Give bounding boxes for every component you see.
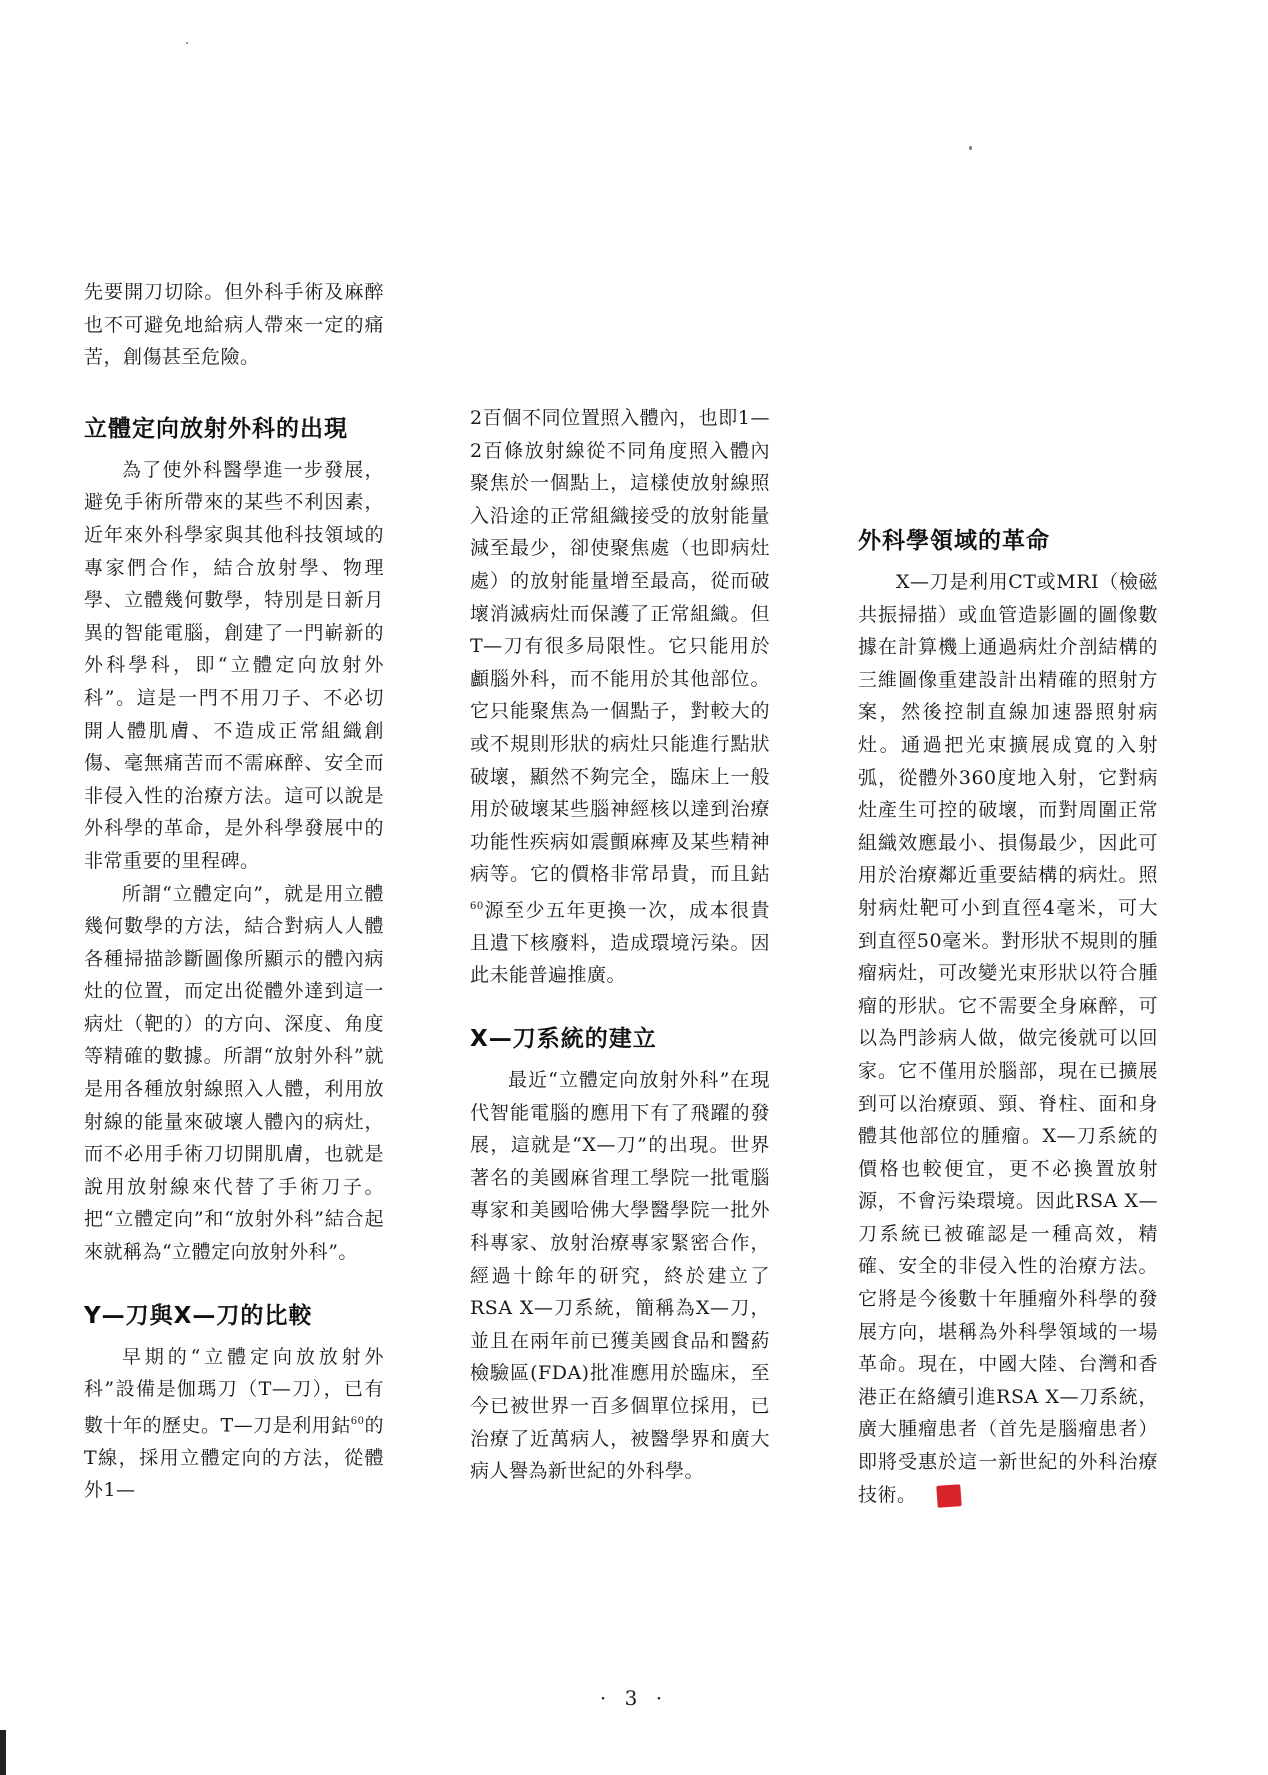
column-left bbox=[84, 276, 384, 1507]
section-heading-surgical-revolution: 外科學領域的革命 bbox=[858, 528, 1050, 554]
intro-paragraph: 先要開刀切除。但外科手術及麻醉也不可避免地給病人帶來一定的痛苦，創傷甚至危險。 bbox=[84, 281, 384, 369]
scan-edge-shadow bbox=[0, 1730, 6, 1775]
paragraph-gamma-knife-continued: 2百個不同位置照入體內，也即1—2百條放射線從不同角度照入體內聚焦於一個點上，這樣使放射線照入沿途的正常組織接受的放射能量減至最少，卻使聚焦處（也即病灶處）的放射能量增至最高，從而破壞消滅病灶而保護了正常組織。但Τ—刀有很多局限性。它只能用於顱腦外科，而不能用於其他部位。它只能聚焦為一個點子，對較大的或不規則形狀的病灶只能進行點狀破壞，顯然不夠完全，臨床上一般用於破壞某些腦神經核以達到治療功能性疾病如震顫麻痺及某些精神病等。它的價格非常昂貴，而且鈷$^{60}$源至少五年更換一次，成本很貴且遺下核廢料，造成環境污染。因此未能普遍推廣。 bbox=[470, 407, 770, 987]
column-right bbox=[858, 524, 1158, 1511]
scan-speck bbox=[969, 146, 972, 150]
section-heading-stereotactic-radiosurgery: 立體定向放射外科的出現 bbox=[84, 415, 348, 442]
paragraph-gamma-knife: 早期的“立體定向放放射外科”設備是伽瑪刀（Τ—刀），已有數十年的歷史。Τ—刀是利用鈷$^{60}$的Τ線，採用立體定向的方法，從體外1— bbox=[84, 1345, 384, 1502]
scan-speck bbox=[186, 42, 188, 44]
paragraph-definition: 所謂“立體定向”，就是用立體幾何數學的方法，結合對病人人體各種掃描診斷圖像所顯示的體內病灶的位置，而定出從體外達到這一病灶（靶的）的方向、深度、角度等精確的數據。所謂“放射外科”就是用各種放射線照入人體，利用放射線的能量來破壞人體內的病灶，而不必用手術刀切開肌膚，也就是說用放射線來代替了手術刀子。把“立體定向”和“放射外科”結合起來就稱為“立體定向放射外科”。 bbox=[84, 882, 384, 1264]
column-middle bbox=[470, 402, 770, 1488]
paragraph-surgical-revolution: X—刀是利用CT或MRI（檢磁共振掃描）或血管造影圖的圖像數據在計算機上通過病灶介剖結構的三維圖像重建設計出精確的照射方案，然後控制直線加速器照射病灶。通過把光束擴展成寬的入射弧，從體外360度地入射，它對病灶產生可控的破壞，而對周圍正常組織效應最小、損傷最少，因此可用於治療鄰近重要結構的病灶。照射病灶靶可小到直徑4毫米，可大到直徑50毫米。對形狀不規則的腫瘤病灶，可改變光束形狀以符合腫瘤的形狀。它不需要全身麻醉，可以為門診病人做，做完後就可以回家。它不僅用於腦部，現在已擴展到可以治療頭、頸、脊柱、面和身體其他部位的腫瘤。X—刀系統的價格也較便宜，更不必換置放射源，不會污染環境。因此RSA X—刀系統已被確認是一種高效，精確、安全的非侵入性的治療方法。它將是今後數十年腫瘤外科學的發展方向，堪稱為外科學領域的一場革命。現在，中國大陸、台灣和香港正在絡續引進RSA X—刀系統，廣大腫瘤患者（首先是腦瘤患者）即將受惠於這一新世紀的外科治療技術。 bbox=[858, 571, 1158, 1506]
end-mark-stamp bbox=[936, 1484, 961, 1508]
section-heading-gamma-vs-x-knife: Υ—刀與X—刀的比較 bbox=[84, 1302, 313, 1329]
section-heading-x-knife-system: X—刀系統的建立 bbox=[470, 1026, 657, 1053]
paragraph-x-knife-system: 最近“立體定向放射外科”在現代智能電腦的應用下有了飛躍的發展，這就是“X—刀”的出現。世界著名的美國麻省理工學院一批電腦專家和美國哈佛大學醫學院一批外科專家、放射治療專家緊密合作，經過十餘年的研究，終於建立了RSA X—刀系統，簡稱為X—刀，並且在兩年前已獲美國食品和醫葯檢驗區(FDA)批准應用於臨床，至今已被世界一百多個單位採用，已治療了近萬病人，被醫學界和廣大病人譽為新世紀的外科學。 bbox=[470, 1069, 770, 1483]
paragraph-development: 為了使外科醫學進一步發展，避免手術所帶來的某些不利因素，近年來外科學家與其他科技領域的專家們合作，結合放射學、物理學、立體幾何數學，特別是日新月異的智能電腦，創建了一門嶄新的外科學科，即“立體定向放射外科”。這是一門不用刀子、不必切開人體肌膚、不造成正常組織創傷、毫無痛苦而不需麻醉、安全而非侵入性的治療方法。這可以說是外科學的革命，是外科學發展中的非常重要的里程碑。 bbox=[84, 458, 384, 872]
page-number: · 3 · bbox=[599, 1686, 669, 1710]
